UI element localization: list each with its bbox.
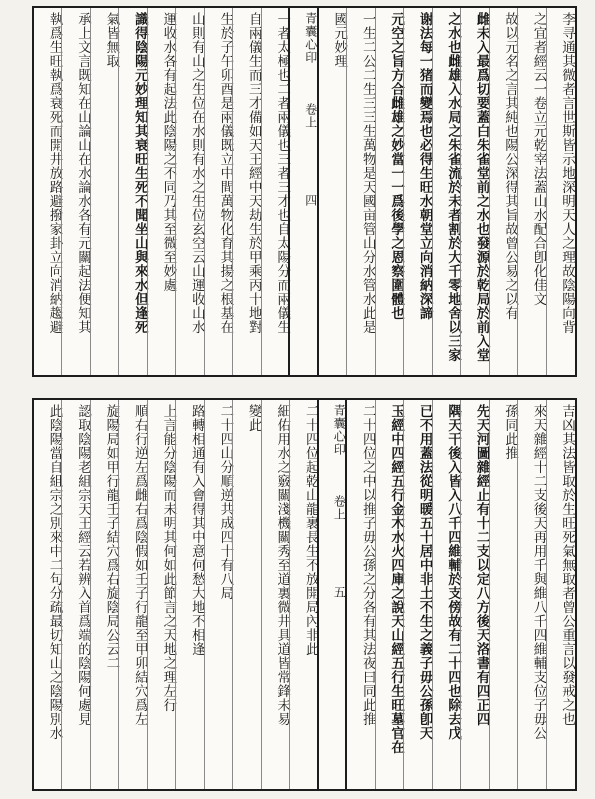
margin-page-label: 青囊心印 卷上 五 — [332, 404, 347, 599]
text-column: 之宜者經云一卷立元乾宰法蓋山水配合卽化佳文 — [530, 12, 547, 306]
text-column: 國元妙理 — [331, 12, 348, 68]
column-rule — [175, 400, 176, 789]
text-column: 路轉相通有入會得其中意何愁大地不相逢 — [188, 404, 205, 656]
text-column: 此陰陽當自組宗之別來中二句分疏最切知山之陰陽別水 — [46, 404, 63, 740]
column-rule — [232, 400, 233, 789]
column-rule — [261, 400, 262, 789]
text-column: 承上文言既知在山論山在水論水各有元關起法便知其 — [74, 12, 91, 334]
text-column: 谢法每一猪而變焉也必得生旺水朝堂立向消納深諦 — [416, 12, 433, 320]
text-column: 之水也雌雄入水局之朱雀流於未者割於大千零地舍以三家 — [445, 12, 462, 362]
text-column: 已不用蓋法從明暖五十居中非土不生之義子毋公孫卽天 — [416, 404, 433, 740]
column-rule — [317, 400, 319, 789]
column-rule — [204, 8, 205, 375]
column-rule — [460, 8, 461, 375]
text-column: 故以元名之言其純也陽公深得其旨故曾公易之以有 — [502, 12, 519, 320]
column-rule — [61, 8, 62, 375]
column-rule — [489, 8, 490, 375]
column-rule — [375, 8, 376, 375]
text-column: 氣皆無取 — [103, 12, 120, 68]
text-column: 元空之旨方合雌雄之妙當一一爲後學之恩察圍體也 — [388, 12, 405, 320]
text-column: 雌未入最爲切要蓋白朱雀堂前之水也發源於乾局於前入堂 — [473, 12, 490, 362]
text-column: 孫同此推 — [502, 404, 519, 460]
column-rule — [261, 8, 262, 375]
text-column: 識得陰陽元妙理知其衰旺生死不聞坐山與來水但逢死 — [131, 12, 148, 334]
text-column: 二十四位起乾山龍裹長生不放開局內非此 — [302, 404, 319, 656]
column-rule — [317, 8, 319, 375]
column-rule — [460, 400, 461, 789]
column-rule — [175, 8, 176, 375]
column-rule — [432, 400, 433, 789]
text-column: 先天河圖雜經止有十二支以定八方後天洛書有四正四 — [473, 404, 490, 726]
margin-page-label: 青囊心印 卷上 四 — [303, 12, 318, 207]
column-rule — [61, 400, 62, 789]
column-rule — [403, 8, 404, 375]
column-rule — [232, 8, 233, 375]
text-column: 變此 — [245, 404, 262, 432]
text-column: 隅天干後入皆入八千四維輔於支傍故有二十四也除去戊 — [445, 404, 462, 740]
upper-page-panel — [32, 6, 577, 377]
column-rule — [289, 400, 290, 789]
text-column: 一者太極也二者兩儀也三者三才也自太陽分而兩儀生 — [274, 12, 291, 334]
text-column: 山則有山之生位在水則有水之生位玄空云山運收山水 — [188, 12, 205, 334]
text-column: 旋陽局如甲行龍壬子結穴爲右旋陰局公云二 — [103, 404, 120, 670]
column-rule — [517, 400, 518, 789]
text-column: 來天雜經十二支後天再用千與維八千四維輔支位子毋公 — [530, 404, 547, 740]
text-column: 順右行逆左爲雌右爲陰假如壬子行龍至甲卯結穴爲左 — [131, 404, 148, 726]
text-column: 生於子午卯酉是兩儀既立中間萬物化育其揚之根基在 — [217, 12, 234, 334]
column-rule — [517, 8, 518, 375]
text-column: 二十四位之中以推子毋公孫之分各有其法夜曰同此推 — [359, 404, 376, 726]
column-rule — [118, 8, 119, 375]
column-rule — [546, 400, 547, 789]
text-column: 二十四山分順逆共成四十有八局 — [217, 404, 234, 600]
text-column: 執爲生旺執爲衰死而開井放路避撥家卦立向消納趨避 — [46, 12, 63, 334]
column-rule — [90, 8, 91, 375]
column-rule — [489, 400, 490, 789]
column-rule — [546, 8, 547, 375]
text-column: 李寻通其微者言世斯皆示地深明天人之理故陰陽向背 — [559, 12, 575, 334]
text-column: 吉凶其法皆取於生旺死氣無取者曾公重言以發戒之也 — [559, 404, 575, 726]
column-rule — [375, 400, 376, 789]
text-column: 認取陰陽老組宗天王經云若辨入首爲端的陰陽何處見 — [74, 404, 91, 726]
column-rule — [118, 400, 119, 789]
text-column: 玉經中四經五行金木水火四庫之說天山經五行生旺墓官在 — [388, 404, 405, 754]
text-column: 細佑用水之竅關淺機關秀至道裏微井具道皆常鋒未易 — [274, 404, 291, 726]
column-rule — [346, 8, 347, 375]
lower-page-panel — [32, 398, 577, 791]
column-rule — [147, 400, 148, 789]
column-rule — [345, 400, 347, 789]
column-rule — [90, 400, 91, 789]
column-rule — [147, 8, 148, 375]
column-rule — [204, 400, 205, 789]
column-rule — [403, 400, 404, 789]
text-column: 上言能分陰陽而未明其何如此節言之天地之理左行 — [160, 404, 177, 712]
text-column: 運收水各有起法此陰陽之不同乃其至微至妙處 — [160, 12, 177, 292]
column-rule — [288, 8, 290, 375]
column-rule — [432, 8, 433, 375]
text-column: 一生二公二生三三生萬物是天國亩管山分水管水此是 — [359, 12, 376, 334]
text-column: 自兩儀生而三才備如天王經中天劫生於甲乘丙十地對 — [245, 12, 262, 334]
